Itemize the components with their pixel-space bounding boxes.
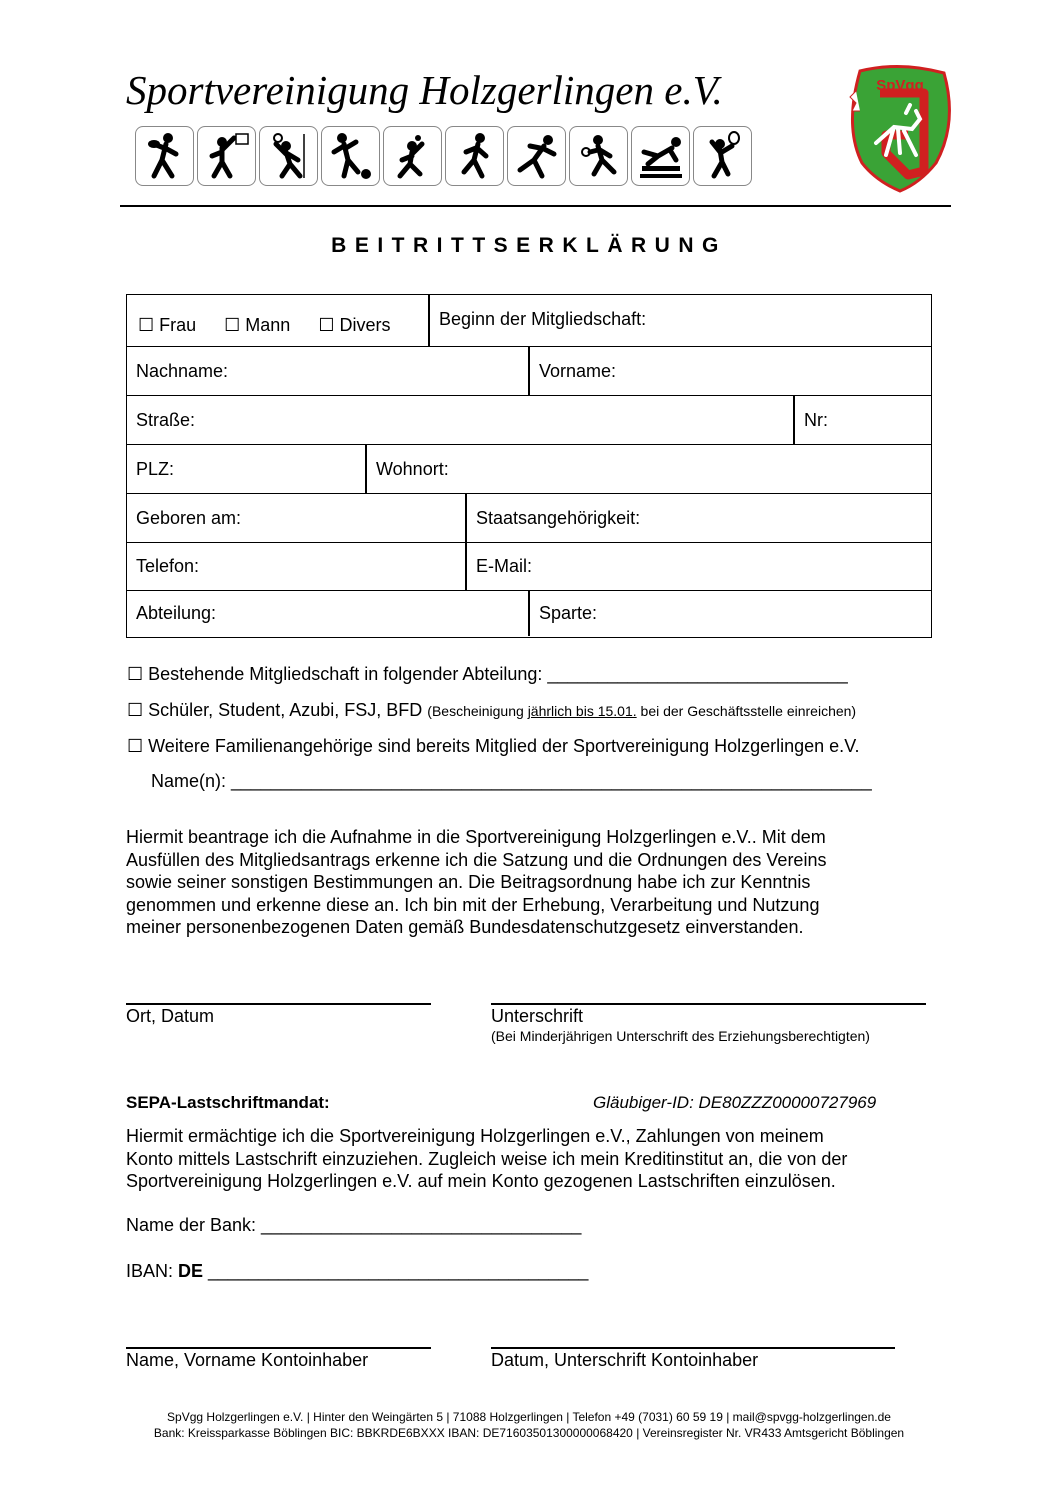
sepa-heading: SEPA-Lastschriftmandat: [126, 1093, 330, 1112]
handball-player-icon [383, 126, 442, 186]
phone-field[interactable] [127, 543, 466, 590]
signature-line[interactable] [491, 1003, 926, 1005]
declaration-paragraph: Hiermit beantrage ich die Aufnahme in die Sportvereinigung Holzgerlingen e.V.. Mit dem Ausfüllen des Mitgliedsantrags erkenne ich die Satzung und die Ordnungen des Vereins sowie seiner sonstigen Bestimmungen an. Die Beitragsordnung habe ich zur Kenntnis genommen und erkenne diese an. Ich bin mit der Erhebung, Verarbeitung und Nutzung meiner personenbezogenen Daten gemäß Bundesdatenschutzgesetz einverstanden. [126, 827, 827, 937]
document-title: BEITRITTSERKLÄRUNG [331, 234, 727, 257]
account-holder-label: Name, Vorname Kontoinhaber [126, 1350, 369, 1370]
signature-label: Unterschrift [491, 1006, 584, 1026]
basketball-player-icon [197, 126, 256, 186]
city-label: Wohnort: [376, 458, 449, 479]
email-field[interactable] [467, 543, 931, 590]
form-row-street [127, 395, 931, 444]
footer-bank-line: Bank: Kreissparkasse Böblingen BIC: BBKRDE6BXXX IBAN: DE71603501300000068420 | Vereinsregister Nr. VR433 Amtsgericht Böblingen [153, 1426, 905, 1440]
place-date-line[interactable] [126, 1003, 431, 1005]
zip-label: PLZ: [136, 458, 175, 479]
minor-signature-note: (Bei Minderjährigen Unterschrift des Erziehungsberechtigten) [491, 1028, 870, 1044]
membership-form-table [126, 294, 932, 638]
birth-date-label: Geboren am: [136, 507, 242, 528]
department-label: Abteilung: [136, 603, 217, 623]
department-field[interactable] [127, 591, 529, 636]
family-names-line[interactable]: Name(n): ________________________________________________________________ [151, 771, 872, 791]
last-name-field[interactable] [127, 347, 529, 395]
existing-membership-option[interactable]: ☐ Bestehende Mitgliedschaft in folgender Abteilung: ______________________________ [127, 664, 848, 684]
soccer-player-icon [321, 126, 380, 186]
gender-frau-checkbox[interactable]: ☐ Frau [138, 314, 197, 335]
sepa-paragraph: Hiermit ermächtige ich die Sportvereinigung Holzgerlingen e.V., Zahlungen von meinem Konto mittels Lastschrift einzuziehen. Zugleich weise ich mein Kreditinstitut an, die von der Sportvereinigung Holzgerlingen e.V. auf mein Konto gezogenen Lastschriften einzulösen. [126, 1126, 848, 1191]
form-row-department [127, 590, 931, 636]
street-label: Straße: [136, 409, 196, 430]
street-field[interactable] [127, 396, 793, 444]
form-row-contact [127, 542, 931, 590]
form-row-city [127, 444, 931, 493]
zip-field[interactable] [127, 445, 366, 493]
form-row-name [127, 346, 931, 395]
creditor-id: Gläubiger-ID: DE80ZZZ00000727969 [593, 1093, 877, 1112]
runner-icon [445, 126, 504, 186]
birth-date-field[interactable] [127, 494, 466, 542]
house-number-field[interactable] [795, 396, 931, 444]
division-field[interactable] [530, 591, 930, 636]
first-name-label: Vorname: [539, 360, 617, 381]
sprinter-icon [507, 126, 566, 186]
student-option[interactable] [127, 700, 856, 721]
nationality-label: Staatsangehörigkeit: [476, 507, 641, 528]
account-holder-line[interactable] [126, 1347, 431, 1349]
student-option-label: ☐ Schüler, Student, Azubi, FSJ, BFD [127, 700, 428, 720]
gender-divers-checkbox[interactable]: ☐ Divers [318, 314, 391, 335]
membership-start-label: Beginn der Mitgliedschaft: [439, 309, 647, 329]
gender-cell [127, 295, 429, 347]
place-date-label: Ort, Datum [126, 1006, 215, 1026]
gymnast-icon [631, 126, 690, 186]
student-note: (Bescheinigung jährlich bis 15.01. bei der Geschäftsstelle einreichen) [427, 703, 857, 719]
division-label: Sparte: [539, 603, 598, 623]
logo-text: SpVgg [876, 77, 924, 94]
family-members-option[interactable]: ☐ Weitere Familienangehörige sind bereits Mitglied der Sportvereinigung Holzgerlingen e.V. [127, 736, 860, 756]
header-divider [120, 205, 951, 207]
football-player-icon [135, 126, 194, 186]
ball-thrower-icon [569, 126, 628, 186]
iban-field[interactable]: IBAN: DE ______________________________________ [126, 1261, 589, 1281]
nationality-field[interactable] [467, 494, 931, 542]
iban-label: IBAN: [126, 1261, 179, 1281]
city-field[interactable] [367, 445, 931, 493]
first-name-field[interactable] [530, 347, 930, 395]
form-row-gender [127, 295, 931, 347]
membership-start-field[interactable] [430, 295, 930, 347]
footer-contact-line: SpVgg Holzgerlingen e.V. | Hinter den Weingärten 5 | 71088 Holzgerlingen | Telefon +49 (7031) 60 59 19 | mail@spvgg-holzgerlingen.de [167, 1410, 891, 1424]
holder-signature-label: Datum, Unterschrift Kontoinhaber [491, 1350, 759, 1370]
bank-name-field[interactable]: Name der Bank: ________________________________ [126, 1215, 582, 1235]
email-label: E-Mail: [476, 556, 533, 576]
iban-country-prefix: DE [178, 1261, 204, 1281]
gender-mann-checkbox[interactable]: ☐ Mann [224, 314, 291, 335]
footer [0, 1409, 1058, 1441]
last-name-label: Nachname: [136, 360, 229, 381]
club-title: Sportvereinigung Holzgerlingen e.V. [126, 67, 723, 113]
club-logo [846, 63, 954, 193]
tennis-player-icon [693, 126, 752, 186]
volleyball-player-icon [259, 126, 318, 186]
holder-signature-line[interactable] [491, 1347, 895, 1349]
form-row-birth [127, 493, 931, 542]
house-number-label: Nr: [804, 409, 828, 430]
phone-label: Telefon: [136, 556, 200, 576]
sport-icons-strip [135, 126, 752, 188]
